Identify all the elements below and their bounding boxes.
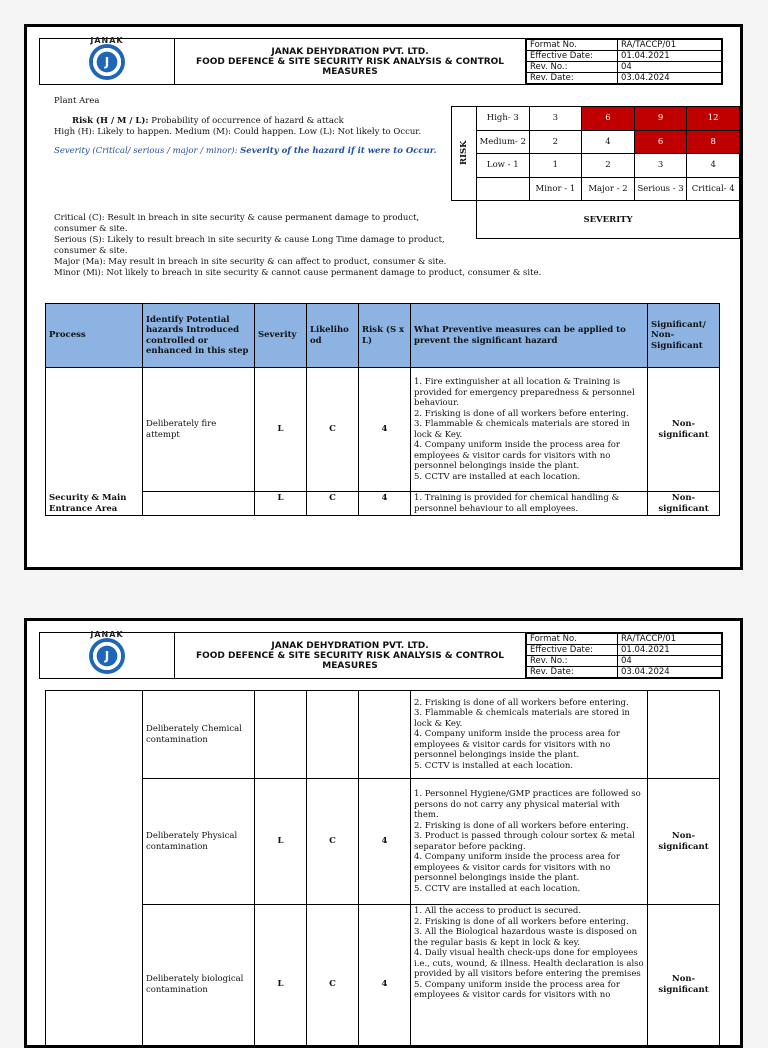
meta-value: 04 [618,656,722,667]
document-title-line2: MEASURES [175,661,525,671]
risk-cell [359,691,411,779]
minor-definition: Minor (Mi): Not likely to breach in site security & cannot cause permanent damage to product, consumer & site. [54,268,714,279]
document-header [39,38,723,78]
header-title [175,39,526,85]
significance-cell: Non-significant [648,492,720,516]
company-logo [89,638,125,674]
intro-text [54,96,469,157]
risk-analysis-table [45,303,720,516]
risk-axis-label: RISK [452,107,477,201]
meta-key: Rev. No.: [527,62,618,73]
matrix-row-label: Medium- 2 [477,130,530,154]
col-header-hazard: Identify Potential hazards Introduced controlled or enhanced in this step [143,304,255,368]
process-cell [46,691,143,1048]
col-header-measures: What Preventive measures can be applied to prevent the significant hazard [411,304,648,368]
matrix-corner [477,177,530,201]
header-title [175,633,526,679]
hazard-cell: Deliberately Chemical contamination [143,691,255,779]
severity-label: Severity (Critical/ serious / major / minor): [54,146,240,156]
meta-value: RA/TACCP/01 [618,634,722,645]
hazard-cell: Deliberately fire attempt [143,368,255,492]
severity-definition [54,146,469,157]
table-row [46,368,720,492]
likelihood-cell: C [307,905,359,1048]
risk-definition [54,116,469,127]
matrix-cell: 3 [529,107,582,131]
logo-arc-text: JANAK [87,36,127,45]
col-header-likelihood: Likeliho od [307,304,359,368]
document-title-line1: FOOD DEFENCE & SITE SECURITY RISK ANALYSIS & CONTROL [175,651,525,661]
risk-cell: 4 [359,905,411,1048]
meta-value: 01.04.2021 [618,645,722,656]
measures-cell: 1. Fire extinguisher at all location & Training is provided for emergency preparedness & personnel behaviour. 2. Frisking is done of all workers before entering. 3. Flammable & chemicals materials are stored in lock & Key. 4. Company uniform inside the process area for employees & visitor cards for visitors with no personnel belongings inside the plant. 5. CCTV are installed at each location. [411,368,648,492]
severity-cell [255,691,307,779]
meta-cell [526,633,723,679]
severity-axis-label: SEVERITY [477,201,740,239]
logo-cell [40,633,175,679]
risk-cell: 4 [359,779,411,905]
matrix-cell: 3 [634,154,687,178]
risk-levels: High (H): Likely to happen. Medium (M): Could happen. Low (L): Not likely to Occur. [54,127,469,138]
document-header [39,632,723,672]
col-header-significance: Significant/ Non- Significant [648,304,720,368]
matrix-col-label: Critical- 4 [687,177,740,201]
meta-table [526,39,722,84]
document-page-2 [24,618,743,1048]
meta-key: Format No. [527,634,618,645]
company-name: JANAK DEHYDRATION PVT. LTD. [175,641,525,651]
col-header-process: Process [46,304,143,368]
company-name: JANAK DEHYDRATION PVT. LTD. [175,47,525,57]
likelihood-cell [307,691,359,779]
measures-cell: 1. All the access to product is secured. 2. Frisking is done of all workers before entering. 3. All the Biological hazardous waste is disposed on the regular basis & kept in lock & key. 4. Daily visual health check-ups done for employees i.e., cuts, wound, & illness. Health declaration is also provided by all visitors before entering the premises 5. Company uniform inside the process area for employees & visitor cards for visitors with no [411,905,648,1048]
matrix-cell: 2 [582,154,635,178]
meta-key: Rev. No.: [527,656,618,667]
likelihood-cell: C [307,779,359,905]
meta-key: Rev. Date: [527,667,618,678]
process-cell: Security & Main Entrance Area [46,368,143,516]
significance-cell: Non-significant [648,905,720,1048]
logo-arc-text: JANAK [87,630,127,639]
table-row [46,779,720,905]
major-definition: Major (Ma): May result in breach in site security & can affect to product, consumer & site. [54,257,714,268]
meta-key: Effective Date: [527,51,618,62]
meta-key: Format No. [527,40,618,51]
company-logo [89,44,125,80]
significance-cell: Non-significant [648,779,720,905]
meta-value: RA/TACCP/01 [618,40,722,51]
severity-cell: L [255,905,307,1048]
meta-cell [526,39,723,85]
significance-cell: Non-significant [648,368,720,492]
matrix-cell: 8 [687,130,740,154]
matrix-row-label: Low - 1 [477,154,530,178]
matrix-row-label: High- 3 [477,107,530,131]
severity-cell: L [255,368,307,492]
severity-cell: L [255,779,307,905]
hazard-cell: Deliberately biological contamination [143,905,255,1048]
col-header-risk: Risk (S x L) [359,304,411,368]
matrix-cell: 6 [634,130,687,154]
severity-cell: L [255,492,307,516]
risk-cell: 4 [359,492,411,516]
logo-letter: J [89,55,125,69]
matrix-col-label: Minor - 1 [529,177,582,201]
matrix-cell: 2 [529,130,582,154]
plant-area-label: Plant Area [54,96,469,107]
logo-letter: J [89,649,125,663]
risk-label: Risk (H / M / L): [72,116,149,126]
matrix-cell: 1 [529,154,582,178]
col-header-severity: Severity [255,304,307,368]
matrix-col-label: Serious - 3 [634,177,687,201]
matrix-cell: 9 [634,107,687,131]
matrix-spacer [452,201,477,239]
measures-cell: 1. Personnel Hygiene/GMP practices are followed so persons do not carry any physical material with them. 2. Frisking is done of all workers before entering. 3. Product is passed through colour sortex & metal separator before packing. 4. Company uniform inside the process area for employees & visitor cards for visitors with no personnel belongings inside the plant. 5. CCTV are installed at each location. [411,779,648,905]
significance-cell [648,691,720,779]
meta-key: Rev. Date: [527,73,618,84]
meta-value: 03.04.2024 [618,73,722,84]
meta-table [526,633,722,678]
table-row [46,905,720,1048]
meta-key: Effective Date: [527,645,618,656]
measures-cell: 1. Training is provided for chemical handling & personnel behaviour to all employees. [411,492,648,516]
matrix-cell: 4 [687,154,740,178]
risk-matrix [451,106,740,239]
table-row [46,691,720,779]
measures-cell: 2. Frisking is done of all workers before entering. 3. Flammable & chemicals materials are stored in lock & Key. 4. Company uniform inside the process area for employees & visitor cards for visitors with no personnel belongings inside the plant. 5. CCTV is installed at each location. [411,691,648,779]
severity-bold: Severity of the hazard if it were to Occur. [240,146,436,156]
matrix-cell: 6 [582,107,635,131]
table-row [46,492,720,516]
matrix-cell: 12 [687,107,740,131]
serious-definition: Serious (S): Likely to result breach in site security & cause Long Time damage to product, consumer & site. [54,235,454,257]
meta-value: 03.04.2024 [618,667,722,678]
risk-analysis-table-continued [45,690,720,1048]
critical-definition: Critical (C): Result in breach in site security & cause permanent damage to product, consumer & site. [54,213,454,235]
hazard-cell: Deliberately Physical contamination [143,779,255,905]
logo-cell [40,39,175,85]
matrix-cell: 4 [582,130,635,154]
risk-cell: 4 [359,368,411,492]
meta-value: 01.04.2021 [618,51,722,62]
document-title-line2: MEASURES [175,67,525,77]
likelihood-cell: C [307,492,359,516]
meta-value: 04 [618,62,722,73]
likelihood-cell: C [307,368,359,492]
document-title-line1: FOOD DEFENCE & SITE SECURITY RISK ANALYSIS & CONTROL [175,57,525,67]
matrix-col-label: Major - 2 [582,177,635,201]
hazard-cell [143,492,255,516]
risk-text: Probability of occurrence of hazard & attack [149,116,344,126]
document-page-1 [24,24,743,570]
